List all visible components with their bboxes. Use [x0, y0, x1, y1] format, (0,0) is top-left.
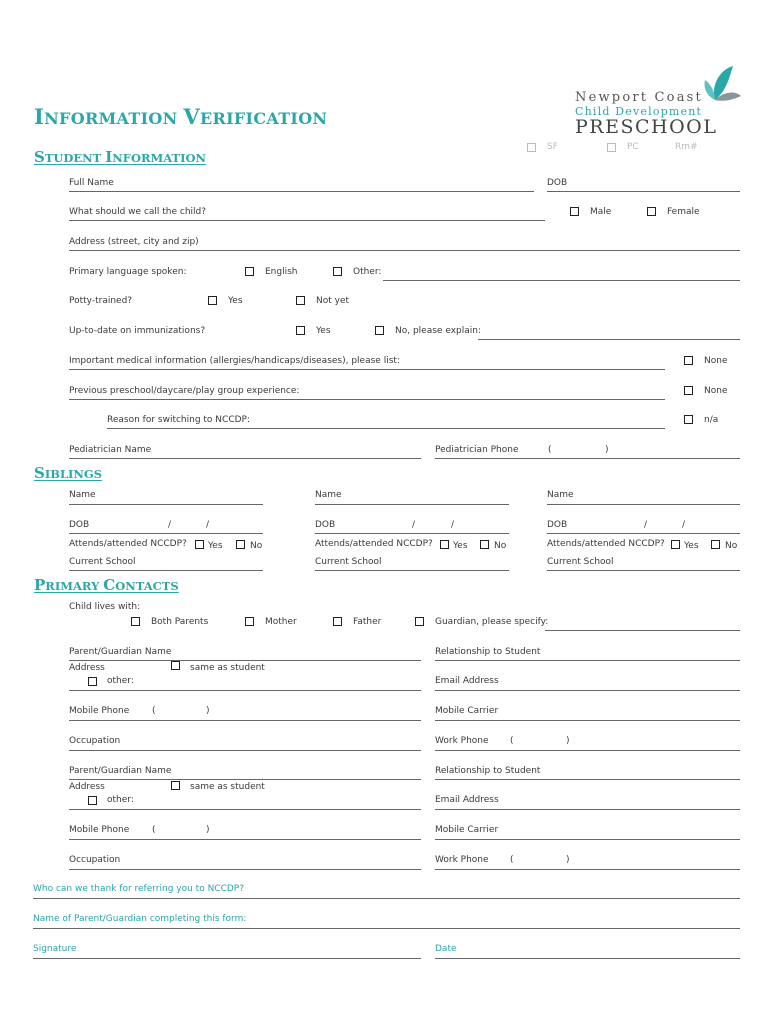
- full-name-line[interactable]: [69, 191, 534, 192]
- contact2-work-close-paren: ): [566, 855, 570, 865]
- sibling3-yes-checkbox[interactable]: [671, 540, 680, 549]
- completing-line[interactable]: [33, 928, 740, 929]
- sibling2-school-label: Current School: [315, 557, 382, 567]
- sibling3-name-line[interactable]: [547, 504, 740, 505]
- lives-with-label: Child lives with:: [69, 602, 141, 612]
- contact1-email-line[interactable]: [435, 690, 740, 691]
- potty-yes-checkbox[interactable]: [208, 296, 217, 305]
- contact2-name-line[interactable]: [69, 779, 421, 780]
- contact2-other-checkbox[interactable]: [88, 796, 97, 805]
- sibling2-name-line[interactable]: [315, 504, 509, 505]
- address-label: Address (street, city and zip): [69, 237, 199, 247]
- contact1-address-line[interactable]: [69, 690, 421, 691]
- signature-label: Signature: [33, 944, 77, 954]
- contact1-carrier-label: Mobile Carrier: [435, 706, 499, 716]
- sibling3-school-line[interactable]: [547, 570, 740, 571]
- sibling1-dob-line[interactable]: [69, 533, 263, 534]
- pediatrician-line[interactable]: [69, 458, 421, 459]
- ped-phone-close-paren: ): [605, 445, 609, 455]
- contact2-occupation-label: Occupation: [69, 855, 121, 865]
- sibling3-name-label: Name: [547, 490, 574, 500]
- pc-label: PC: [627, 142, 639, 152]
- ped-phone-open-paren: (: [548, 445, 552, 455]
- full-name-label: Full Name: [69, 178, 114, 188]
- father-checkbox[interactable]: [333, 617, 342, 626]
- contact1-same-checkbox[interactable]: [171, 661, 180, 670]
- contact2-work-line[interactable]: [435, 869, 740, 870]
- sibling3-attends-label: Attends/attended NCCDP?: [547, 539, 665, 549]
- logo-line1: Newport Coast: [575, 90, 703, 105]
- call-child-label: What should we call the child?: [69, 207, 207, 217]
- sibling3-dob-line[interactable]: [547, 533, 740, 534]
- contact1-mobile-line[interactable]: [69, 720, 421, 721]
- contact2-mobile-label: Mobile Phone: [69, 825, 130, 835]
- immunizations-no-checkbox[interactable]: [375, 326, 384, 335]
- signature-line[interactable]: [33, 958, 421, 959]
- sibling2-school-line[interactable]: [315, 570, 509, 571]
- contact1-other-checkbox[interactable]: [88, 677, 97, 686]
- student-info-heading: STUDENT INFORMATION: [34, 148, 207, 166]
- sibling1-yes-label: Yes: [208, 541, 223, 551]
- contact2-same-label: same as student: [190, 782, 265, 792]
- sibling1-dob-slash2: /: [206, 520, 210, 530]
- contact1-relationship-line[interactable]: [435, 660, 740, 661]
- female-checkbox[interactable]: [647, 207, 656, 216]
- sibling1-no-checkbox[interactable]: [236, 540, 245, 549]
- sibling3-dob-label: DOB: [547, 520, 568, 530]
- dob-line[interactable]: [547, 191, 740, 192]
- date-label: Date: [435, 944, 457, 954]
- contact1-email-label: Email Address: [435, 676, 499, 686]
- contact2-other-label: other:: [107, 795, 134, 805]
- sibling1-yes-checkbox[interactable]: [195, 540, 204, 549]
- completing-label: Name of Parent/Guardian completing this form:: [33, 914, 247, 924]
- sibling1-dob-slash1: /: [168, 520, 172, 530]
- potty-yes-label: Yes: [228, 296, 243, 306]
- guardian-line[interactable]: [545, 630, 740, 631]
- date-line[interactable]: [435, 958, 740, 959]
- sibling2-no-label: No: [494, 541, 507, 551]
- contact1-occupation-label: Occupation: [69, 736, 121, 746]
- english-label: English: [265, 267, 298, 277]
- male-checkbox[interactable]: [570, 207, 579, 216]
- reason-line[interactable]: [107, 428, 665, 429]
- sibling1-attends-label: Attends/attended NCCDP?: [69, 539, 187, 549]
- referral-label: Who can we thank for referring you to NCCDP?: [33, 884, 245, 894]
- reason-label: Reason for switching to NCCDP:: [107, 415, 250, 425]
- sibling1-no-label: No: [250, 541, 263, 551]
- pediatrician-phone-label: Pediatrician Phone: [435, 445, 519, 455]
- contact1-mobile-label: Mobile Phone: [69, 706, 130, 716]
- contact1-name-line[interactable]: [69, 660, 421, 661]
- sibling3-dob-slash2: /: [682, 520, 686, 530]
- logo-line3: PRESCHOOL: [575, 116, 718, 138]
- contact2-mobile-close-paren: ): [206, 825, 210, 835]
- contact2-email-label: Email Address: [435, 795, 499, 805]
- medical-none-checkbox[interactable]: [684, 356, 693, 365]
- sibling1-school-label: Current School: [69, 557, 136, 567]
- contact1-work-close-paren: ): [566, 736, 570, 746]
- sibling1-name-line[interactable]: [69, 504, 263, 505]
- sibling2-dob-line[interactable]: [315, 533, 509, 534]
- medical-label: Important medical information (allergies/handicaps/diseases), please list:: [69, 356, 400, 366]
- pediatrician-label: Pediatrician Name: [69, 445, 152, 455]
- primary-contacts-heading: PRIMARY CONTACTS: [34, 576, 179, 594]
- other-language-line[interactable]: [383, 280, 740, 281]
- previous-none-label: None: [704, 386, 728, 396]
- sibling3-dob-slash1: /: [644, 520, 648, 530]
- sibling2-dob-slash2: /: [451, 520, 455, 530]
- sibling2-no-checkbox[interactable]: [480, 540, 489, 549]
- pc-checkbox[interactable]: [607, 143, 616, 152]
- sf-label: SF: [547, 142, 558, 152]
- sibling2-name-label: Name: [315, 490, 342, 500]
- sibling3-school-label: Current School: [547, 557, 614, 567]
- reason-na-label: n/a: [704, 415, 719, 425]
- potty-not-yet-label: Not yet: [316, 296, 350, 306]
- contact1-work-open-paren: (: [510, 736, 514, 746]
- contact2-carrier-label: Mobile Carrier: [435, 825, 499, 835]
- immunizations-yes-checkbox[interactable]: [296, 326, 305, 335]
- other-language-checkbox[interactable]: [333, 267, 342, 276]
- reason-na-checkbox[interactable]: [684, 415, 693, 424]
- mother-checkbox[interactable]: [245, 617, 254, 626]
- contact2-work-open-paren: (: [510, 855, 514, 865]
- language-label: Primary language spoken:: [69, 267, 187, 277]
- sibling2-yes-label: Yes: [453, 541, 468, 551]
- contact2-relationship-line[interactable]: [435, 779, 740, 780]
- previous-line[interactable]: [69, 399, 665, 400]
- contact1-work-label: Work Phone: [435, 736, 489, 746]
- contact2-relationship-label: Relationship to Student: [435, 766, 541, 776]
- pediatrician-phone-line[interactable]: [435, 458, 740, 459]
- sibling1-dob-label: DOB: [69, 520, 90, 530]
- guardian-label: Guardian, please specify:: [435, 617, 549, 627]
- sibling2-dob-slash1: /: [412, 520, 416, 530]
- medical-none-label: None: [704, 356, 728, 366]
- sibling2-yes-checkbox[interactable]: [440, 540, 449, 549]
- sibling2-attends-label: Attends/attended NCCDP?: [315, 539, 433, 549]
- sibling1-school-line[interactable]: [69, 570, 263, 571]
- immunizations-yes-label: Yes: [316, 326, 331, 336]
- contact1-mobile-open-paren: (: [152, 706, 156, 716]
- dob-label: DOB: [547, 178, 568, 188]
- siblings-heading: SIBLINGS: [34, 464, 103, 482]
- contact1-carrier-line[interactable]: [435, 720, 740, 721]
- call-child-line[interactable]: [69, 220, 545, 221]
- potty-not-yet-checkbox[interactable]: [296, 296, 305, 305]
- contact1-relationship-label: Relationship to Student: [435, 647, 541, 657]
- contact2-mobile-open-paren: (: [152, 825, 156, 835]
- contact2-email-line[interactable]: [435, 809, 740, 810]
- contact2-work-label: Work Phone: [435, 855, 489, 865]
- contact1-mobile-close-paren: ): [206, 706, 210, 716]
- both-parents-checkbox[interactable]: [131, 617, 140, 626]
- guardian-checkbox[interactable]: [415, 617, 424, 626]
- address-line[interactable]: [69, 250, 740, 251]
- sibling3-yes-label: Yes: [684, 541, 699, 551]
- contact2-same-checkbox[interactable]: [171, 781, 180, 790]
- contact1-other-label: other:: [107, 676, 134, 686]
- both-parents-label: Both Parents: [151, 617, 209, 627]
- english-checkbox[interactable]: [245, 267, 254, 276]
- contact1-name-label: Parent/Guardian Name: [69, 647, 172, 657]
- previous-label: Previous preschool/daycare/play group experience:: [69, 386, 300, 396]
- immunizations-explain-label: No, please explain:: [395, 326, 481, 336]
- sf-checkbox[interactable]: [527, 143, 536, 152]
- immunizations-label: Up-to-date on immunizations?: [69, 326, 206, 336]
- contact2-address-label: Address: [69, 782, 105, 792]
- other-language-label: Other:: [353, 267, 382, 277]
- sibling1-name-label: Name: [69, 490, 96, 500]
- logo-line2: Child Development: [575, 105, 703, 118]
- contact1-address-label: Address: [69, 663, 105, 673]
- sibling3-no-checkbox[interactable]: [711, 540, 720, 549]
- male-label: Male: [590, 207, 612, 217]
- contact2-address-line[interactable]: [69, 809, 421, 810]
- contact2-name-label: Parent/Guardian Name: [69, 766, 172, 776]
- medical-line[interactable]: [69, 369, 665, 370]
- female-label: Female: [667, 207, 700, 217]
- contact1-occupation-line[interactable]: [69, 750, 421, 751]
- contact2-carrier-line[interactable]: [435, 839, 740, 840]
- immunizations-explain-line[interactable]: [478, 339, 740, 340]
- potty-label: Potty-trained?: [69, 296, 133, 306]
- sibling2-dob-label: DOB: [315, 520, 336, 530]
- previous-none-checkbox[interactable]: [684, 386, 693, 395]
- contact2-occupation-line[interactable]: [69, 869, 421, 870]
- contact1-work-line[interactable]: [435, 750, 740, 751]
- referral-line[interactable]: [33, 898, 740, 899]
- mother-label: Mother: [265, 617, 297, 627]
- page-title: INFORMATION VERIFICATION: [34, 104, 328, 129]
- sibling3-no-label: No: [725, 541, 738, 551]
- father-label: Father: [353, 617, 382, 627]
- contact2-mobile-line[interactable]: [69, 839, 421, 840]
- contact1-same-label: same as student: [190, 663, 265, 673]
- room-label: Rm#: [675, 142, 698, 152]
